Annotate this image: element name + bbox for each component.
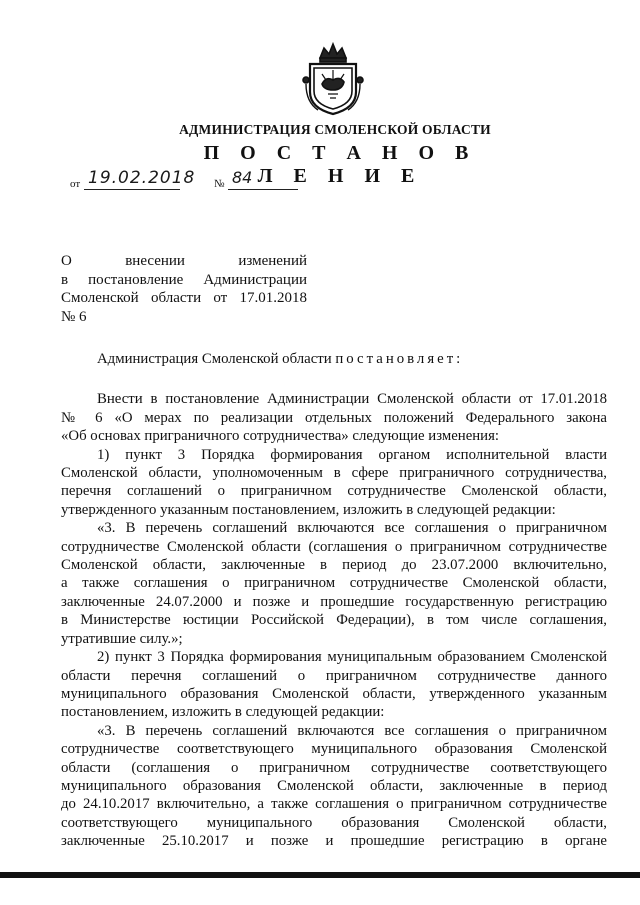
paragraph-line: до 24.10.2017 включительно, а также соглашения о приграничном сотрудничестве <box>61 796 607 813</box>
preamble <box>61 350 607 368</box>
paragraph-line: а также соглашения о приграничном сотрудничестве Смоленской области, <box>61 575 607 592</box>
paragraph-line: Смоленской области, уполномоченным в сфере приграничного сотрудничества, <box>61 465 607 482</box>
paragraph-line: Внести в постановление Администрации Смоленской области от 17.01.2018 <box>97 391 607 408</box>
subject-line: Смоленской области от 17.01.2018 <box>61 290 307 306</box>
smolensk-coat-of-arms-icon <box>300 40 366 116</box>
paragraph-line: сотрудничестве Смоленской области (соглашения о приграничном сотрудничестве <box>61 538 607 555</box>
subject-line: О внесении изменений <box>61 253 307 269</box>
paragraph-line: муниципального образования Смоленской области, утвержденного указанным <box>61 685 607 702</box>
number-prefix: № <box>214 178 225 190</box>
paragraph-line: заключенные 25.10.2017 и позже и прошедшие регистрацию в органе <box>61 833 607 850</box>
date-prefix: от <box>70 178 81 190</box>
paragraph-line: перечня соглашений о приграничном сотрудничестве Смоленской области, <box>61 483 607 500</box>
paragraph-line: 1) пункт 3 Порядка формирования органом исполнительной власти <box>97 446 607 463</box>
paragraph <box>61 390 607 445</box>
date-underline <box>84 189 180 190</box>
paragraph <box>61 722 607 851</box>
preamble-lead: Администрация Смоленской области <box>97 351 332 367</box>
paragraph-line: 2) пункт 3 Порядка формирования муниципальным образованием Смоленской <box>97 649 607 666</box>
paragraph-line: № 6 «О мерах по реализации отдельных положений Федерального закона <box>61 409 607 426</box>
date-number-row <box>70 168 310 192</box>
document-subject <box>61 252 307 326</box>
paragraph-line: утвержденного указанным постановлением, изложить в следующей редакции: <box>61 501 556 518</box>
preamble-decree: постановляет: <box>335 351 464 367</box>
subject-line: в постановление Администрации <box>61 271 307 288</box>
paragraph-line: «3. В перечень соглашений включаются все соглашения о приграничном <box>97 722 607 739</box>
paragraph-line: муниципального образования Смоленской области, заключенные в период <box>61 777 607 794</box>
paragraph-line: «Об основах приграничного сотрудничества» следующие изменения: <box>61 428 500 445</box>
organization-name: АДМИНИСТРАЦИЯ СМОЛЕНСКОЙ ОБЛАСТИ <box>179 122 491 137</box>
paragraph-line: постановлением, изложить в следующей редакции: <box>61 704 385 721</box>
paragraph <box>61 648 607 722</box>
number-value: 84 <box>232 168 253 187</box>
number-underline <box>228 189 298 190</box>
paragraph-line: Смоленской области, заключенные в период до 23.07.2000 включительно, <box>61 557 607 574</box>
paragraph-line: области (соглашения о приграничном сотрудничестве соответствующего <box>61 759 607 776</box>
paragraph-line: сотрудничестве соответствующего муниципального образования Смоленской <box>61 741 607 758</box>
subject-line: № 6 <box>61 308 87 325</box>
paragraph <box>61 519 607 648</box>
paragraph <box>61 446 607 520</box>
document-type-title: П О С Т А Н О В Л Е Н И Е <box>203 142 477 187</box>
paragraph-line: заключенные 24.07.2000 и позже и прошедшие государственную регистрацию <box>61 593 607 610</box>
paragraph-line: области перечня соглашений о приграничном сотрудничестве данного <box>61 667 607 684</box>
paragraph-line: в Министерстве юстиции Российской Федерации), в том числе соглашения, <box>61 612 607 629</box>
scan-edge-bar <box>0 872 640 878</box>
paragraph-line: утратившие силу.»; <box>61 630 183 647</box>
date-value: 19.02.2018 <box>88 168 196 188</box>
paragraph-line: соответствующего муниципального образования Смоленской области, <box>61 814 607 831</box>
document-body <box>61 350 607 851</box>
paragraph-line: «3. В перечень соглашений включаются все соглашения о приграничном <box>97 520 607 537</box>
